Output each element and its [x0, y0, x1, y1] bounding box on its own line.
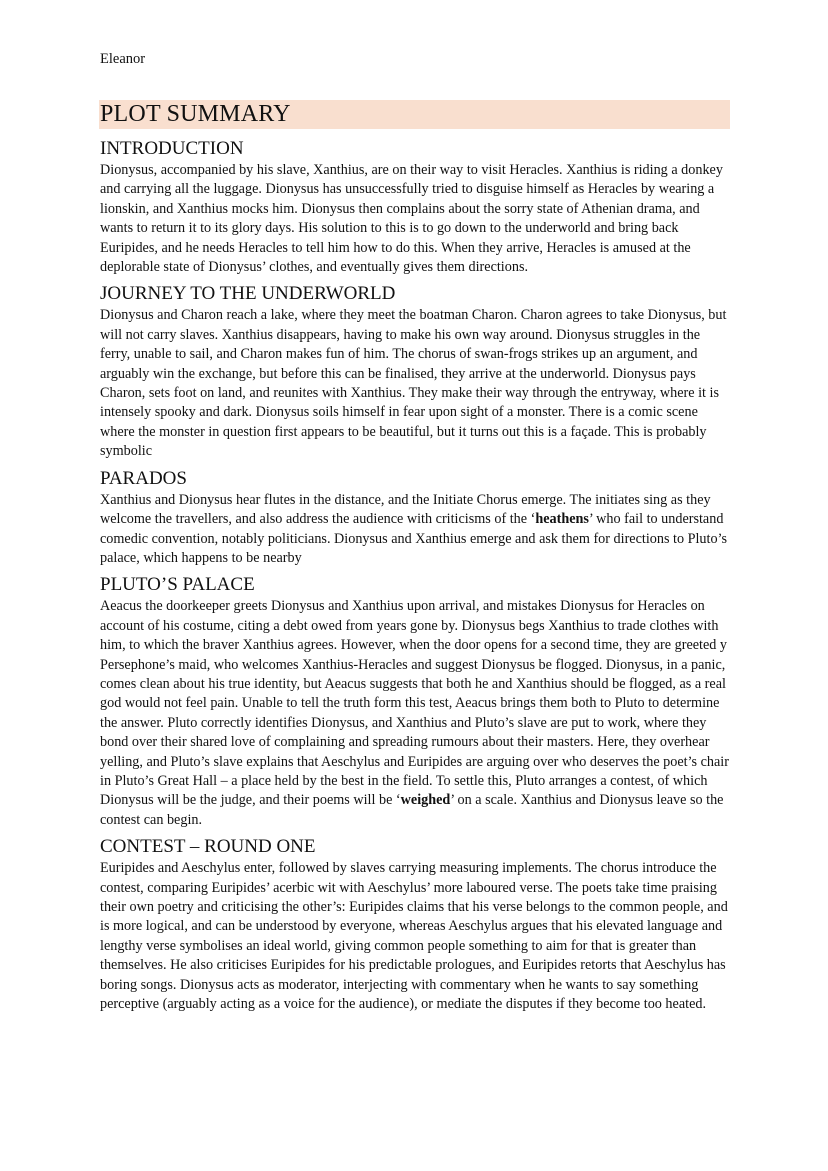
section-heading: CONTEST – ROUND ONE [100, 836, 316, 858]
section-heading: JOURNEY TO THE UNDERWORLD [100, 283, 396, 305]
section-parados [100, 467, 732, 569]
section-paragraph: Dionysus, accompanied by his slave, Xanthius, are on their way to visit Heracles. Xanthius is riding a donkey and carrying all the luggage. Dionysus has unsuccessfully tried to disguise himself as Heracles by wearing a lionskin, and Xanthius mocks him. Dionysus then complains about the sorry state of Athenian drama, and wants to return it to its glory days. His solution to this is to go down to the underworld and bring back Euripides, and he needs Heracles to tell him how to do this. When they arrive, Heracles is amused at the deplorable state of Dionysus’ clothes, and eventually gives them directions. [100, 162, 723, 276]
paragraph-text: Xanthius and Dionysus hear flutes in the distance, and the Initiate Chorus emerge. The initiates sing as they welcome the travellers, and also address the audience with criticisms of the ‘ [100, 491, 711, 528]
section-paragraph [100, 491, 732, 569]
page-title: PLOT SUMMARY [100, 101, 291, 127]
section-contest-round-one [100, 835, 732, 1014]
sections-container [100, 137, 732, 1019]
section-journey [100, 282, 732, 461]
bold-term: heathens [535, 511, 589, 528]
section-paragraph: Dionysus and Charon reach a lake, where they meet the boatman Charon. Charon agrees to take Dionysus, but will not carry slaves. Xanthius disappears, having to make his own way around. Dionysus struggles in the ferry, unable to sail, and Charon makes fun of him. The chorus of swan-frogs strikes up an argument, and arguably win the exchange, but before this can be finalised, they arrive at the underworld. Dionysus pays Charon, sets foot on land, and reunites with Xanthius. They make their way through the entryway, where it is intensely spooky and dark. Dionysus soils himself in fear upon sight of a monster. There is a comic scene where the monster in question first appears to be beautiful, but it turns out this is a façade. This is probably symbolic [100, 307, 727, 460]
paragraph-text: ’ on a scale. Xanthius and Dionysus leave so the contest can begin. [100, 792, 724, 828]
paragraph-text: Aeacus the doorkeeper greets Dionysus and Xanthius upon arrival, and mistakes Dionysus for Heracles on account of his costume, citing a debt owed from years gone by. Dionysus begs Xanthius to trade clothes with him, to which the braver Xanthius agrees. However, when the door opens for a second time, they are greeted y Persephone’s maid, who welcomes Xanthius-Heracles and suggest Dionysus be flogged. Dionysus, in a panic, comes clean about his true identity, but Aeacus suggests that both he and Xanthius should be flogged, as a real god would not feel pain. Unable to tell the truth form this test, Aeacus brings them both to Pluto to determine the answer. Pluto correctly identifies Dionysus, and Xanthius and Pluto’s slave are put to work, where they bond over their shared love of complaining and spreading rumours about their masters. Here, they overhear yelling, and Pluto’s slave explains that Aeschylus and Euripides are arguing over who deserves the poet’s chair in Pluto’s Great Hall – a place held by the best in the field. To settle this, Pluto arranges a contest, of which Dionysus will be the judge, and their poems will be ‘ [100, 598, 729, 809]
section-heading: PARADOS [100, 467, 187, 489]
paragraph-text: ’ who fail to understand comedic convention, notably politicians. Dionysus and Xanthius emerge and ask them for directions to Pluto’s palace, which happens to be nearby [100, 511, 728, 566]
section-plutos-palace [100, 573, 732, 830]
section-paragraph [100, 597, 732, 830]
section-paragraph: Euripides and Aeschylus enter, followed by slaves carrying measuring implements. The chorus introduce the contest, comparing Euripides’ acerbic wit with Aeschylus’ more laboured verse. The poets take time praising their own poetry and criticising the other’s: Euripides claims that his verse belongs to the common people, and is more logical, and can be understood by everyone, whereas Aeschylus argues that his elevated language and lengthy verse symbolises an ideal world, giving common people something to aim for that is greater than themselves. He also criticises Euripides for his predictable prologues, and Euripides retorts that Aeschylus has boring songs. Dionysus acts as moderator, interjecting with commentary when he wants to say something perceptive (arguably acting as a voice for the audience), or mediate the disputes if they become too heated. [100, 860, 728, 1013]
section-heading: INTRODUCTION [100, 138, 244, 159]
section-heading: PLUTO’S PALACE [100, 574, 255, 596]
section-introduction [100, 137, 732, 277]
author-name: Eleanor [100, 51, 146, 67]
bold-term: weighed [400, 792, 451, 809]
